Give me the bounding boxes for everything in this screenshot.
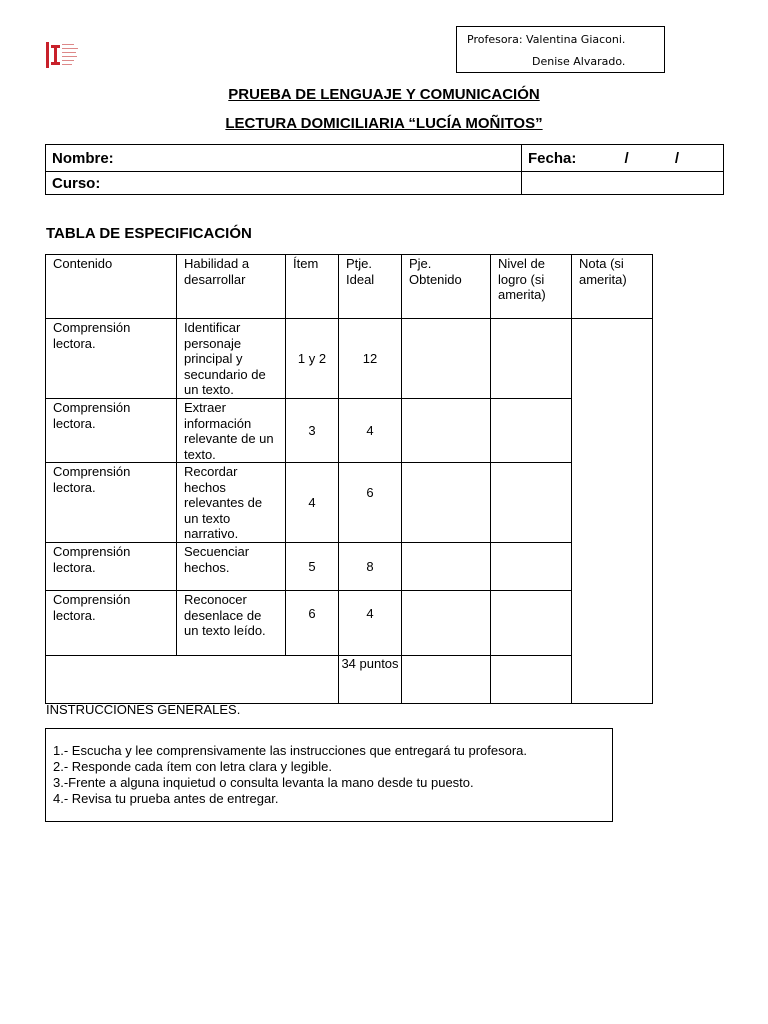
table-header-row [46, 255, 653, 319]
instruction-item: 3.-Frente a alguna inquietud o consulta levanta la mano desde tu puesto. [53, 775, 474, 790]
course-field[interactable] [46, 172, 522, 195]
header-pje-obtenido: Pje. Obtenido [402, 255, 491, 319]
name-field[interactable] [46, 145, 522, 172]
cell-total-empty [46, 656, 339, 704]
cell-ptje: 6 [339, 463, 402, 543]
cell-item: 6 [286, 591, 339, 656]
teacher-name-2: Denise Alvarado. [532, 55, 626, 68]
course-label: Curso: [52, 174, 101, 192]
header-ptje-ideal: Ptje. Ideal [339, 255, 402, 319]
cell-item: 3 [286, 399, 339, 463]
spec-table-title: TABLA DE ESPECIFICACIÓN [46, 225, 252, 242]
cell-item: 4 [286, 463, 339, 543]
cell-item: 5 [286, 543, 339, 591]
cell-obtenido[interactable] [402, 319, 491, 399]
cell-ptje: 4 [339, 591, 402, 656]
cell-ptje: 12 [339, 319, 402, 399]
cell-obtenido[interactable] [402, 399, 491, 463]
table-row [46, 399, 653, 463]
cell-nivel[interactable] [491, 319, 572, 399]
cell-habilidad: Secuenciar hechos. [177, 543, 286, 591]
cell-nota[interactable] [572, 319, 653, 704]
cell-obtenido-total[interactable] [402, 656, 491, 704]
cell-habilidad: Recordar hechos relevantes de un texto narrativo. [177, 463, 286, 543]
page-subtitle: LECTURA DOMICILIARIA “LUCÍA MOÑITOS” [225, 115, 543, 132]
cell-nivel[interactable] [491, 463, 572, 543]
cell-obtenido[interactable] [402, 543, 491, 591]
student-info-table [45, 144, 724, 195]
date-separator-2: / [674, 149, 680, 167]
table-row [46, 591, 653, 656]
cell-habilidad: Reconocer desenlace de un texto leído. [177, 591, 286, 656]
header-contenido: Contenido [46, 255, 177, 319]
cell-contenido: Comprensión lectora. [46, 319, 177, 399]
cell-contenido: Comprensión lectora. [46, 543, 177, 591]
header-habilidad: Habilidad a desarrollar [177, 255, 286, 319]
cell-habilidad: Identificar personaje principal y secundario de un texto. [177, 319, 286, 399]
cell-contenido: Comprensión lectora. [46, 591, 177, 656]
instructions-label: INSTRUCCIONES GENERALES. [46, 702, 241, 717]
cell-obtenido[interactable] [402, 591, 491, 656]
teacher-name-1: Profesora: Valentina Giaconi. [467, 33, 626, 46]
instruction-item: 1.- Escucha y lee comprensivamente las instrucciones que entregará tu profesora. [53, 743, 528, 758]
cell-obtenido[interactable] [402, 463, 491, 543]
cell-contenido: Comprensión lectora. [46, 399, 177, 463]
table-total-row [46, 656, 653, 704]
table-row [46, 319, 653, 399]
header-item: Ítem [286, 255, 339, 319]
page-title: PRUEBA DE LENGUAJE Y COMUNICACIÓN [228, 86, 540, 103]
cell-habilidad: Extraer información relevante de un texto. [177, 399, 286, 463]
cell-ptje: 8 [339, 543, 402, 591]
name-label: Nombre: [52, 149, 114, 167]
table-row [46, 463, 653, 543]
header-nivel-logro: Nivel de logro (si amerita) [491, 255, 572, 319]
header-nota: Nota (si amerita) [572, 255, 653, 319]
teacher-info-box [456, 26, 665, 73]
cell-nivel-total[interactable] [491, 656, 572, 704]
empty-cell [522, 172, 724, 195]
school-logo-icon [46, 42, 80, 68]
specification-table [45, 254, 653, 704]
instruction-item: 4.- Revisa tu prueba antes de entregar. [53, 791, 279, 806]
date-label: Fecha: [528, 149, 577, 167]
cell-item: 1 y 2 [286, 319, 339, 399]
instruction-item: 2.- Responde cada ítem con letra clara y legible. [53, 759, 332, 774]
date-field[interactable] [522, 145, 724, 172]
date-separator-1: / [624, 149, 629, 167]
cell-contenido: Comprensión lectora. [46, 463, 177, 543]
table-row [46, 543, 653, 591]
instructions-box [45, 728, 613, 822]
cell-nivel[interactable] [491, 399, 572, 463]
cell-ptje: 4 [339, 399, 402, 463]
cell-nivel[interactable] [491, 543, 572, 591]
cell-total: 34 puntos [339, 656, 402, 704]
cell-nivel[interactable] [491, 591, 572, 656]
